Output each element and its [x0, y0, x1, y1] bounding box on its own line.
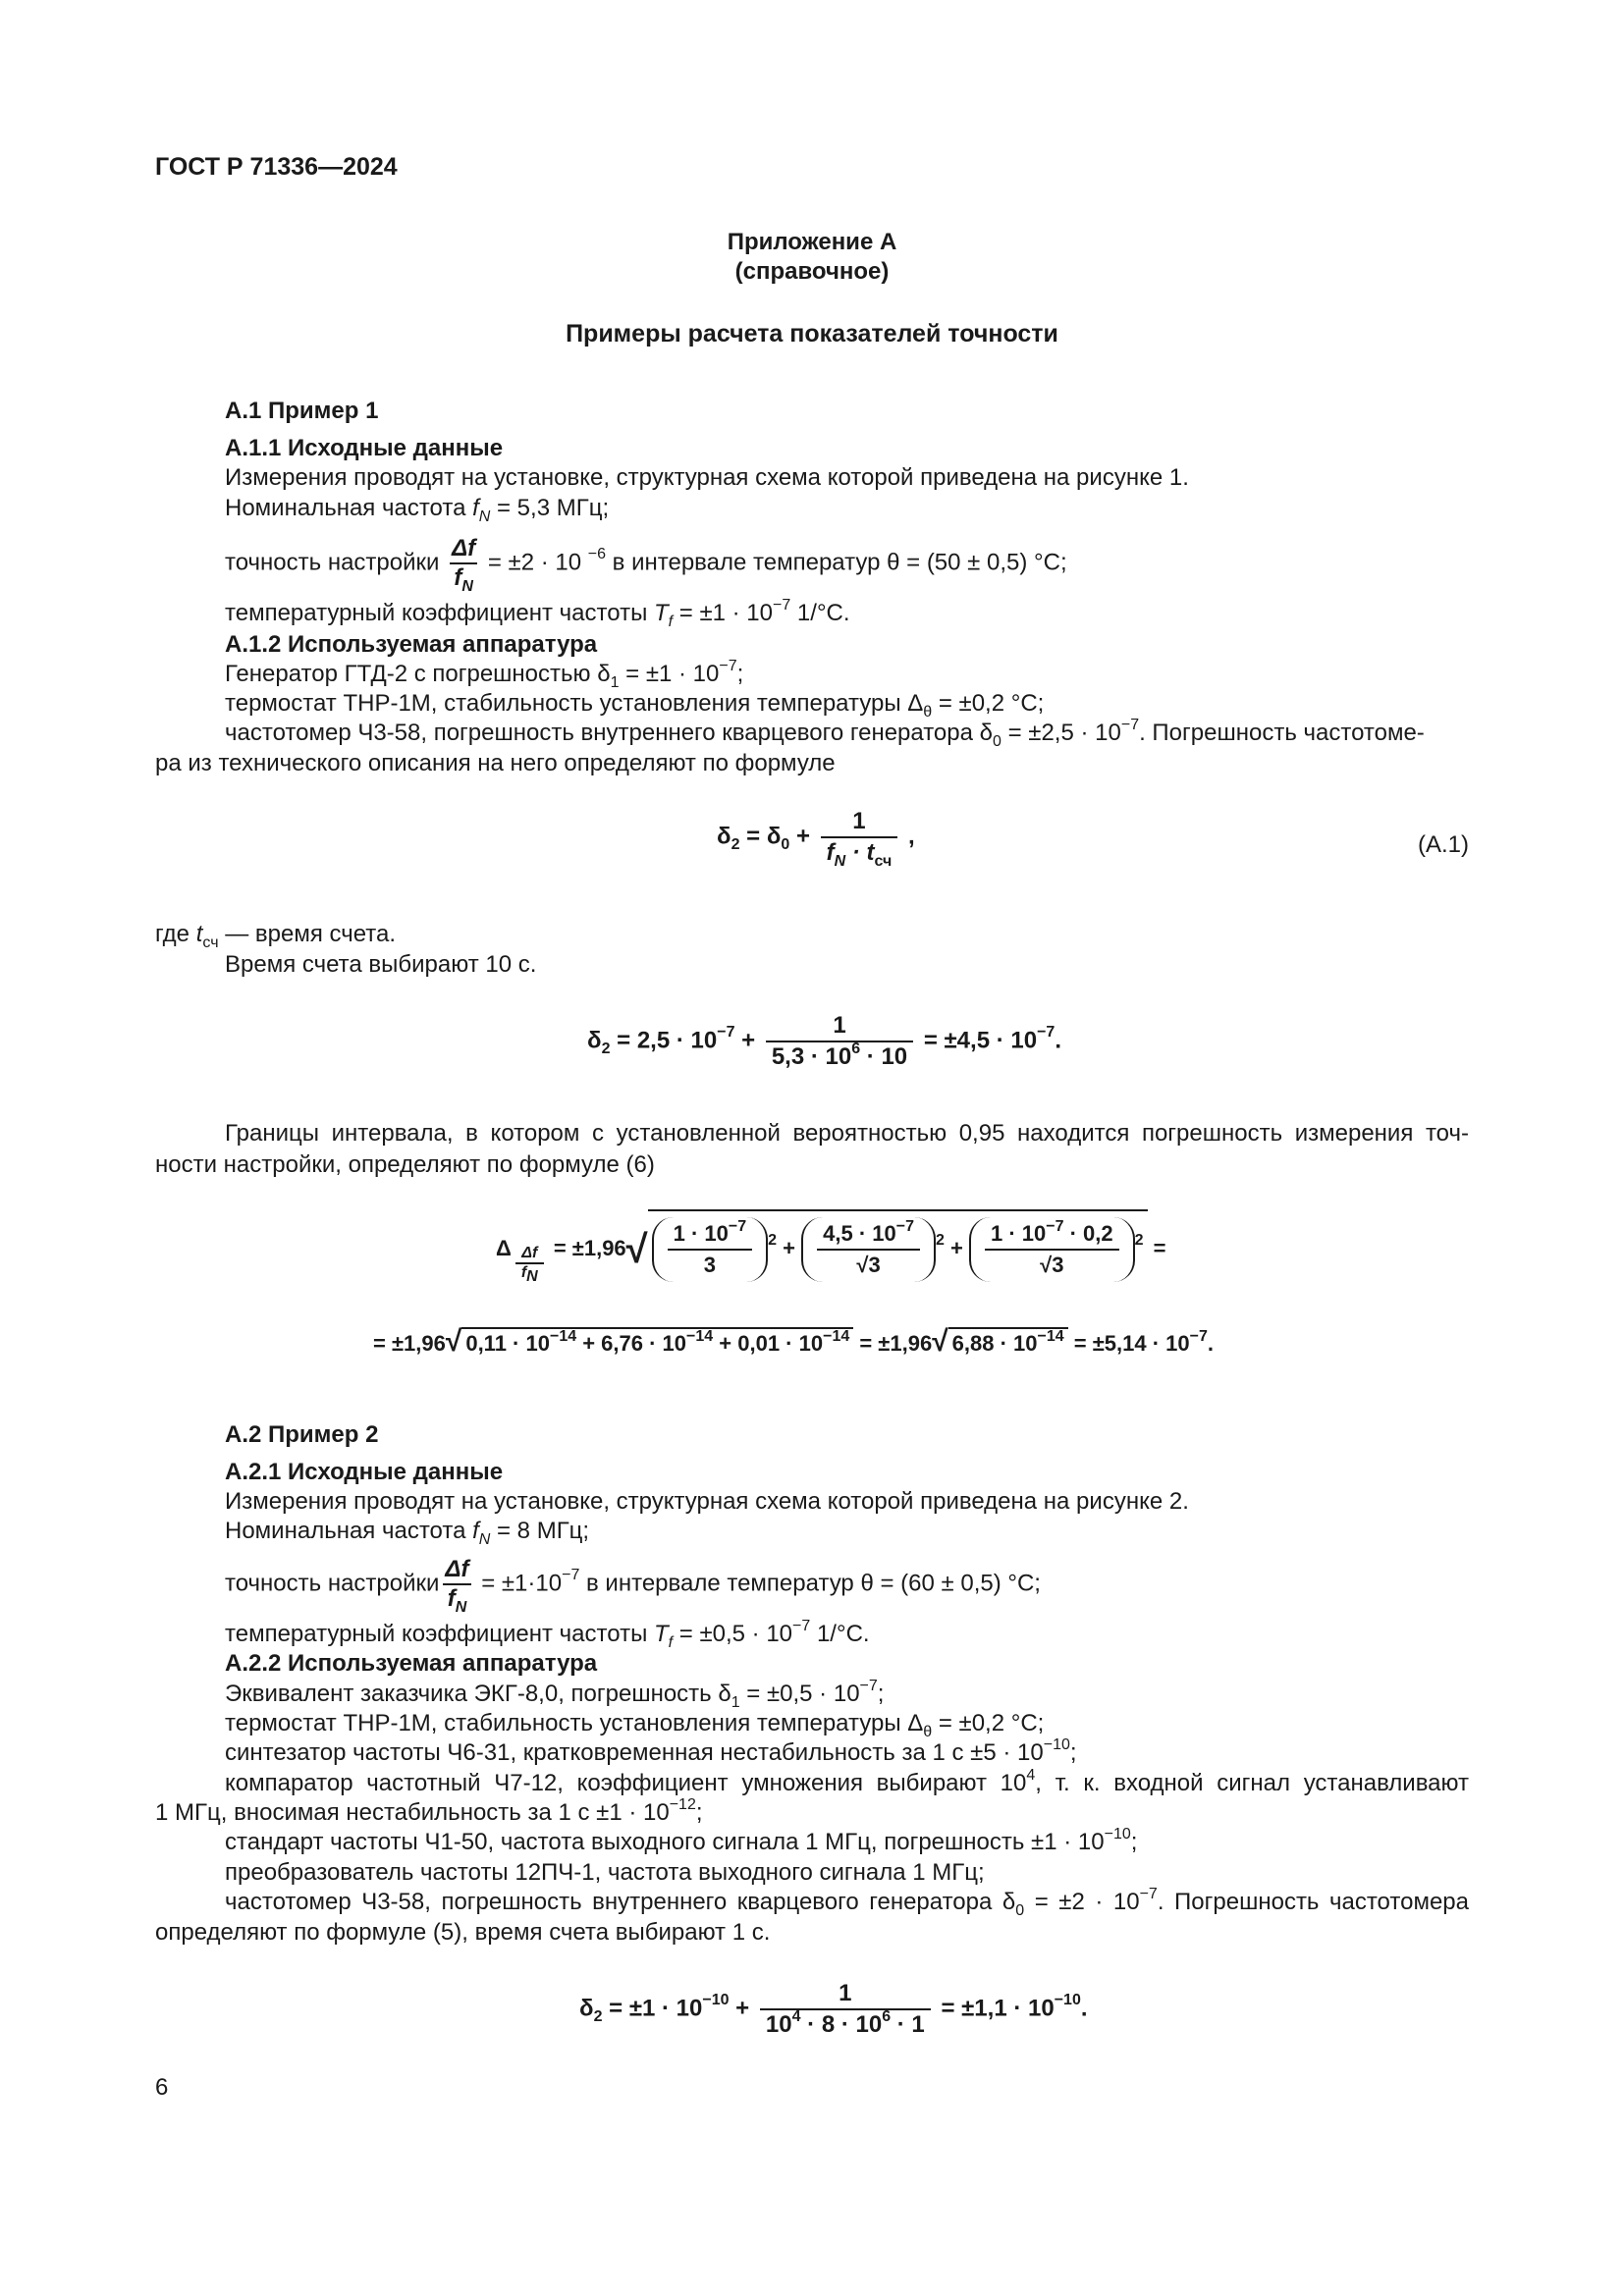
- page-number: 6: [155, 2074, 169, 2101]
- a2-line-7: синтезатор частоты Ч6-31, кратковременная нестабильность за 1 $с \pm 5 \cdot 10^{-10}$;: [225, 1736, 1077, 1766]
- a1-line-11: Границы интервала, в котором с установленной вероятностью 0,95 находится погрешность измерения точ-: [225, 1120, 1469, 1147]
- a2-line-5: Эквивалент заказчика ЭКГ-8,0, погрешность $\delta_1 = \pm 0,5 \cdot 10^{-7}$;: [225, 1678, 885, 1711]
- a2-line-2: Номинальная частота $f_N = 8$ МГц;: [225, 1518, 590, 1548]
- appendix-subtitle: (справочное): [734, 258, 890, 285]
- a1-line-8: ра из технического описания на него определяют по формуле: [155, 750, 836, 776]
- delta-f-over-fn-fraction: $\frac{\Delta f}{f_N}$: [445, 1556, 469, 1616]
- a2-line-8: компаратор частотный Ч7-12, коэффициент умножения выбирают $10^4$, т. к. входной сигнал устанавливают: [225, 1767, 1469, 1796]
- appendix-title: Приложение А: [727, 229, 897, 255]
- a1-line-2: Номинальная частота $f_N = 5,3$ МГц;: [225, 495, 610, 525]
- formula-a1-bounds-result: = ±1,96√ $0,11 \cdot 10^{-14} + 6,76 \cdot 10^{-14} + 0,01 \cdot 10^{-14} = \pm 1,96√$ $6,88 \cdot 10^{-14} = \pm 5,14 \cdot 10^{-7}$.: [373, 1325, 1215, 1358]
- a1-line-3: точность настройки $\frac{\Delta f}{f_N}$ = ±2 · 10 $^{-6}$ в интервале температур θ = (50 ± 0,5) °С;: [225, 535, 1067, 595]
- section-a1-title: А.1 Пример 1: [225, 398, 379, 424]
- a1-line-12: ности настройки, определяют по формуле (6): [155, 1151, 655, 1178]
- formula-a1-label: (А.1): [1417, 831, 1469, 858]
- a1-line-9: где $t_{сч}$ — время счета.: [155, 921, 396, 951]
- a1-line-6: термостат ТНР-1М, стабильность установления температуры $\Delta_\theta = \pm 0,2$ °С;: [225, 690, 1045, 721]
- a1-line-4: температурный коэффициент частоты $T_f = \pm 1 \cdot 10^{-7}$ 1/°С.: [225, 597, 850, 630]
- a2-line-10: стандарт частоты Ч1-50, частота выходного сигнала 1 МГц, погрешность $\pm 1 \cdot 10^{-10}$;: [225, 1826, 1138, 1855]
- a1-line-10: Время счета выбирают 10 с.: [225, 951, 537, 978]
- a2-line-13: определяют по формуле (5), время счета выбирают 1 с.: [155, 1919, 771, 1946]
- section-a1-1-title: А.1.1 Исходные данные: [225, 435, 504, 461]
- section-a2-2-title: А.2.2 Используемая аппаратура: [225, 1650, 598, 1677]
- formula-a1-calc: $\delta_2 = 2,5 \cdot 10^{-7}$ + $\frac{1}{5,3 \cdot 10^6 \cdot 10}$ = $\pm 4,5 \cdot 10^{-7}$.: [587, 1012, 1061, 1070]
- a2-line-4: температурный коэффициент частоты $T_f = \pm 0,5 \cdot 10^{-7}$ 1/°С.: [225, 1618, 870, 1651]
- a2-line-11: преобразователь частоты 12ПЧ-1, частота выходного сигнала 1 МГц;: [225, 1859, 985, 1886]
- delta-f-over-fn-fraction: $\frac{\Delta f}{f_N}$: [452, 535, 476, 595]
- formula-a2-calc: $\delta_2 = \pm 1 \cdot 10^{-10}$ + $\frac{1}{10^4 \cdot 8 \cdot 10^6 \cdot 1}$ = $\pm 1,1 \cdot 10^{-10}$.: [579, 1980, 1088, 2038]
- appendix-heading: Примеры расчета показателей точности: [566, 320, 1058, 347]
- a2-line-1: Измерения проводят на установке, структурная схема которой приведена на рисунке 2.: [225, 1488, 1189, 1515]
- a1-line-1: Измерения проводят на установке, структурная схема которой приведена на рисунке 1.: [225, 464, 1189, 491]
- section-a2-1-title: А.2.1 Исходные данные: [225, 1459, 504, 1485]
- section-a1-2-title: А.1.2 Используемая аппаратура: [225, 631, 598, 658]
- document-header: ГОСТ Р 71336—2024: [155, 153, 398, 181]
- formula-a1-bounds: Δ $\frac{\Delta f}{f_N}$ = ±1,96√ $\frac{1 \cdot 10^{-7}}{3}$ $^2$ + $\frac{4,5 \cdot 10^{-7}}{√3}$ $^2$ + $\frac{1 \cdot 10^{-7} \cdot 0,2}{√3}$ $^2$ =: [496, 1209, 1166, 1282]
- formula-a1: $\delta_2 = \delta_0$ + $\frac{1}{f_N \cdot t_{сч}}$ ,: [717, 808, 915, 870]
- a1-line-7: частотомер Ч3-58, погрешность внутреннего кварцевого генератора $\delta_0 = \pm 2,5 \cdot 10^{-7}$. Погрешность частотоме-: [225, 717, 1425, 750]
- a2-line-6: термостат ТНР-1М, стабильность установления температуры $\Delta_\theta = \pm 0,2$ °С;: [225, 1710, 1045, 1740]
- a2-line-3: точность настройки $\frac{\Delta f}{f_N}$ = $\pm 1\cdot 10^{-7}$ в интервале температур θ = (60 ± 0,5) °С;: [225, 1556, 1041, 1616]
- section-a2-title: А.2 Пример 2: [225, 1421, 379, 1448]
- a2-line-9: 1 МГц, вносимая нестабильность за 1 $с \pm 1 \cdot 10^{-12}$;: [155, 1796, 703, 1826]
- a1-line-5: Генератор ГТД-2 с погрешностью $\delta_1 = \pm 1 \cdot 10^{-7}$;: [225, 658, 744, 691]
- a2-line-12: частотомер Ч3-58, погрешность внутреннего кварцевого генератора $\delta_0 = \pm 2 \cdot 10^{-7}$. Погрешность частотомера: [225, 1886, 1469, 1919]
